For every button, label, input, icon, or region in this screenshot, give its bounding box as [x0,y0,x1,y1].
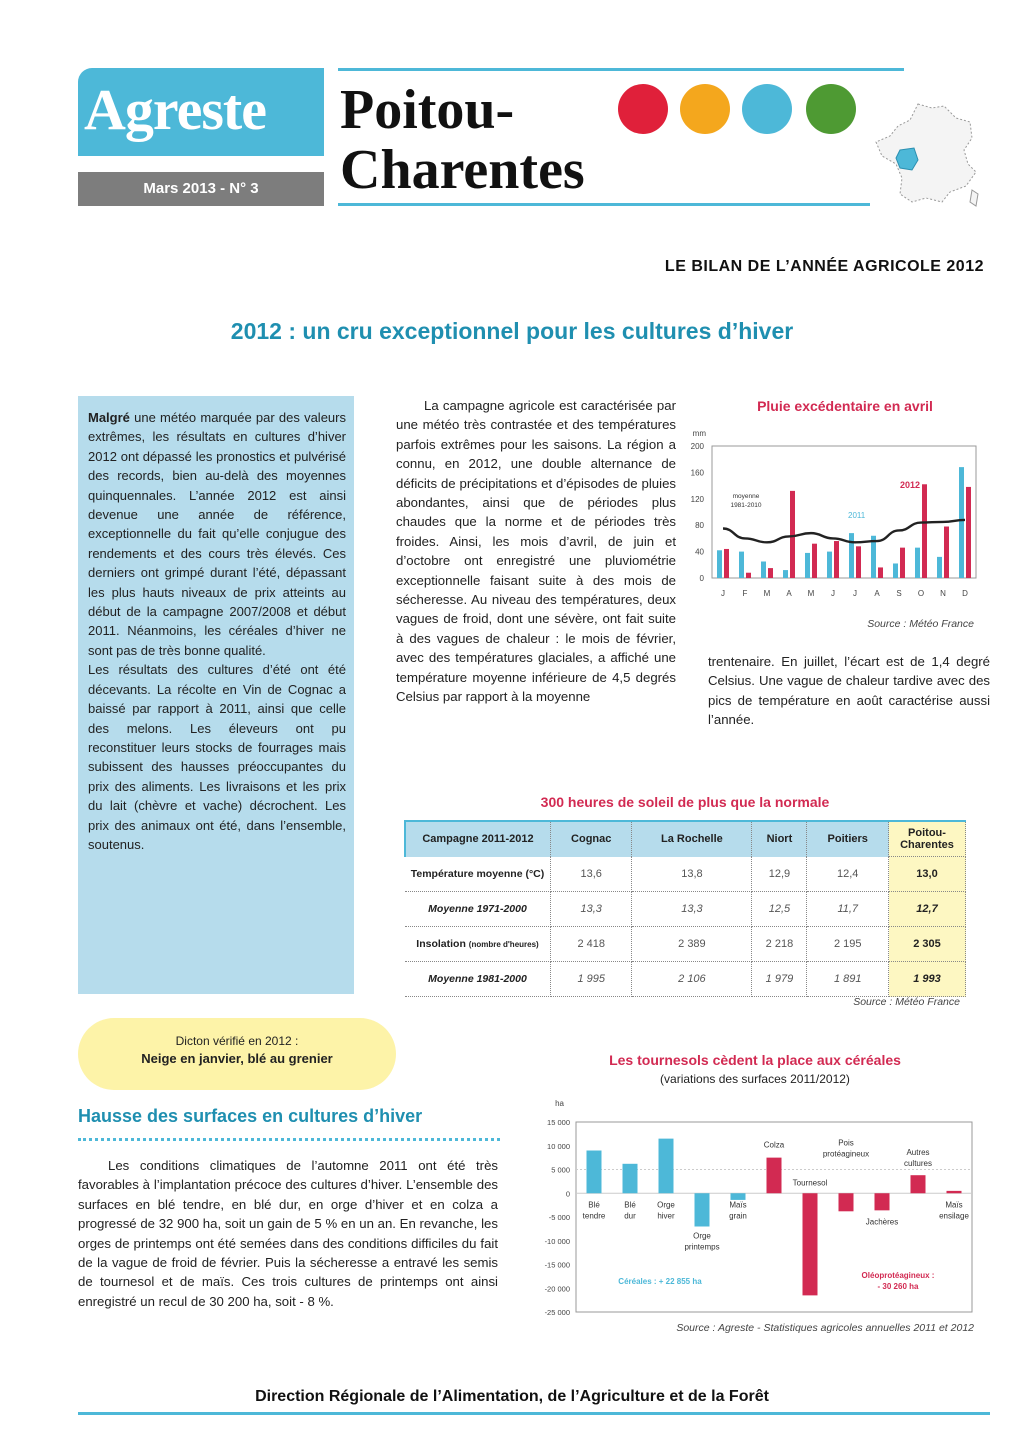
table-row [405,927,966,962]
x-category-label: cultures [903,1159,933,1169]
bar-2011 [827,552,832,578]
header-bottom-rule [338,203,870,206]
table-header: Campagne 2011-2012 [405,821,551,857]
row-label: Température moyenne (°C) [405,857,551,892]
bar-2012 [878,567,883,578]
bar-2011 [739,552,744,578]
table-header: La Rochelle [632,821,752,857]
table-cell: 12,5 [752,892,807,927]
intro-paragraph-1 [88,408,346,660]
row-label: Moyenne 1981-2000 [405,962,551,997]
series-label-2012: 2012 [900,480,921,490]
bar-2011 [849,533,854,578]
x-tick-label: M [807,589,815,598]
y-tick-label: 0 [565,1189,570,1199]
bar-maïs-ensilage [947,1191,962,1193]
bar-2012 [724,549,729,578]
x-tick-label: A [874,589,880,598]
x-tick-label: D [962,589,968,598]
table-cell: 2 195 [807,927,889,962]
bar-2012 [922,484,927,578]
x-category-label: Pois [838,1138,854,1148]
region-title-line1: Poitou- [340,79,515,141]
section-body [78,1156,498,1311]
bar-autres-cultures [911,1175,926,1193]
dotted-separator [78,1138,500,1141]
x-category-label: tendre [582,1211,606,1221]
bar-orge-printemps [695,1193,710,1226]
bar-2012 [768,568,773,578]
section-title: Hausse des surfaces en cultures d’hiver [78,1106,423,1126]
y-tick-label: 0 [699,574,704,583]
table-cell: 1 979 [752,962,807,997]
bar-pois-protéagineux [839,1193,854,1211]
table-header: Cognac [551,821,632,857]
color-dot-green [806,84,856,134]
row-label-unit: (nombre d'heures) [468,940,539,949]
y-unit-label: ha [555,1099,564,1108]
area-chart-source: Source : Agreste - Statistiques agricoles annuelles 2011 et 2012 [676,1322,974,1334]
bar-colza [767,1158,782,1194]
y-tick-label: 40 [695,547,704,557]
y-tick-label: 160 [690,468,704,478]
row-label [405,927,551,962]
color-dot-red [618,84,668,134]
x-tick-label: M [763,589,771,598]
series-label-average: moyenne [732,493,760,500]
x-tick-label: O [917,589,925,598]
table-cell: 13,0 [889,857,966,892]
x-category-label: Orge [657,1200,675,1210]
issue-label: Mars 2013 - N° 3 [78,172,324,206]
sunshine-table [404,820,966,997]
x-category-label: grain [729,1211,747,1221]
x-category-label: Blé [624,1200,636,1210]
intro-paragraph-1-text: une météo marquée par des valeurs extrêmes, les résultats en cultures d’hiver 2012 ont dépassé les pronostics et pulvérisé des records, bien au-delà des moyennes quinquennales. L’année 2012 est ainsi devenue une année de référence, exceptionnelle du fait qu’elle conjugue des rendements et des cours très élevés. Ces derniers ont grimpé durant l’été, dépassant les plus hauts niveaux de prix atteints au début de la campagne 2007/2008 et début 2011. Néanmoins, les céréales d’hiver ne sont pas de très bonne qualité. [88,410,346,658]
bar-tournesol [803,1193,818,1295]
y-tick-label: -20 000 [544,1284,570,1294]
table-cell: 2 305 [889,927,966,962]
intro-paragraph-2: Les résultats des cultures d’été ont été décevants. La récolte en Vin de Cognac a baissé par rapport à 2011, ainsi que celle des melons. Les éleveurs ont pu reconstituer leurs stocks de fourrages mais subissent des hausses préoccupantes du prix des aliments. Les livraisons et les prix du lait (chèvre et vache) décrochent. Les prix des animaux ont été, dans l’ensemble, soutenus. [88,662,346,852]
bar-2011 [805,553,810,578]
bar-2011 [761,562,766,579]
annotation-cereals: Céréales : + 22 855 ha [618,1277,702,1286]
bar-2011 [937,557,942,578]
annotation-oilseeds: Oléoprotéagineux : [861,1271,935,1280]
bar-orge-hiver [659,1139,674,1194]
series-label-average-period: 1981-2010 [730,502,762,509]
table-header: Poitou-Charentes [889,821,966,857]
y-tick-label: -25 000 [544,1308,570,1317]
footer-text: Direction Régionale de l’Alimentation, de l’Agriculture et de la Forêt [255,1388,769,1405]
area-chart [520,1092,990,1320]
body-paragraph: La campagne agricole est caractérisée par une météo très contrastée et des températures parfois extrêmes pour les saisons. La région a connu, en 2012, une double alternance de déficits de précipitations et d’épisodes de pluies abondantes, ainsi que de périodes plus chaudes que la norme et de périodes très froides. Ainsi, les mois d’avril, de juin et d’octobre ont enregistré une pluviométrie exceptionnelle faisant suite à des mois de sécheresse. Au niveau des températures, deux vagues de froid, dont une sévère, ont fait suite à des vagues de chaleur : le mois de février, avec des températures glaciales, a affiché une température moyenne inférieure de 4,5 degrés Celsius par rapport à la moyenne [396,398,676,705]
bar-blé-tendre [587,1151,602,1194]
x-category-label: Jachères [865,1217,899,1227]
proverb-intro: Dicton vérifié en 2012 : [175,1034,299,1048]
table-cell: 11,7 [807,892,889,927]
bar-2012 [834,541,839,578]
y-tick-label: -5 000 [548,1213,570,1222]
table-row [405,892,966,927]
section-kicker: LE BILAN DE L’ANNÉE AGRICOLE 2012 [664,258,984,275]
annotation-oilseeds-value: - 30 260 ha [877,1282,919,1291]
table-cell: 12,9 [752,857,807,892]
x-category-label: Maïs [729,1200,747,1210]
rain-chart-title: Pluie excédentaire en avril [757,398,933,414]
brand-name: Agreste [84,77,266,142]
y-tick-label: 5 000 [551,1165,570,1175]
proverb-text: Neige en janvier, blé au grenier [141,1051,333,1066]
table-cell: 1 993 [889,962,966,997]
table-row [405,857,966,892]
bar-2012 [966,487,971,578]
table-cell: 2 389 [632,927,752,962]
bar-2011 [915,548,920,578]
table-header-row [405,821,966,857]
rain-chart-source: Source : Météo France [867,618,974,630]
y-unit-label: mm [692,429,706,438]
table-cell: 13,6 [551,857,632,892]
rain-chart [676,422,990,614]
page-headline: 2012 : un cru exceptionnel pour les cultures d’hiver [230,318,794,344]
agreste-logo [78,68,324,156]
region-title [340,80,585,200]
bar-2012 [812,544,817,578]
color-dot-blue [742,84,792,134]
footer-rule [78,1412,990,1415]
x-category-label: Colza [763,1140,785,1150]
region-title-line2: Charentes [340,139,585,201]
intro-lead-word: Malgré [88,410,130,425]
color-dot-orange [680,84,730,134]
x-category-label: Blé [588,1200,600,1210]
proverb-bubble [78,1018,396,1090]
table-cell: 2 106 [632,962,752,997]
x-category-label: dur [624,1211,636,1221]
bar-2012 [944,527,949,578]
france-map-icon [872,98,984,210]
x-category-label: Maïs [945,1200,963,1210]
table-cell: 13,8 [632,857,752,892]
table-header: Niort [752,821,807,857]
x-category-label: Orge [693,1231,711,1241]
table-header: Poitiers [807,821,889,857]
body-column-2 [396,396,676,707]
average-line [723,520,965,542]
x-category-label: ensilage [939,1211,969,1221]
section-paragraph: Les conditions climatiques de l’automne 2011 ont été très favorables à l’implantation précoce des cultures d’hiver. L’ensemble des surfaces en blé tendre, en blé dur, en orge d’hiver et en colza a progressé de 32 900 ha, soit un gain de 5 % en un an. En revanche, les orges de printemps ont été semées dans des conditions difficiles du fait de la vague de froid de février. Puis la sécheresse a entravé les semis de tournesol et de maïs. Ces trois cultures de printemps ont ainsi enregistré un recul de 30 200 ha, soit - 8 %. [78,1158,498,1309]
table-cell: 2 418 [551,927,632,962]
series-label-2011: 2011 [848,511,866,520]
x-tick-label: F [742,589,748,598]
x-tick-label: N [940,589,946,598]
x-category-label: protéagineux [822,1149,870,1159]
table-row [405,962,966,997]
body-column-3 [708,652,990,730]
sun-table-title: 300 heures de soleil de plus que la normale [540,794,830,810]
bar-2012 [790,491,795,578]
y-tick-label: 200 [690,442,704,451]
x-category-label: Tournesol [792,1178,828,1188]
sun-table-source: Source : Météo France [853,996,960,1008]
bar-2012 [900,548,905,578]
x-tick-label: S [896,589,902,598]
row-label: Moyenne 1971-2000 [405,892,551,927]
bar-jachères [875,1193,890,1210]
y-tick-label: -10 000 [544,1236,570,1246]
x-tick-label: J [853,589,857,598]
x-tick-label: A [786,589,792,598]
bar-2012 [746,573,751,578]
table-cell: 13,3 [632,892,752,927]
y-tick-label: 10 000 [547,1141,570,1151]
y-tick-label: 120 [690,494,704,504]
bar-2011 [717,550,722,578]
bar-blé-dur [623,1164,638,1193]
bar-2012 [856,546,861,578]
bar-2011 [893,563,898,578]
y-tick-label: 15 000 [547,1118,570,1127]
y-tick-label: -15 000 [544,1260,570,1270]
intro-box [78,396,354,994]
area-chart-title: Les tournesols cèdent la place aux céréales [609,1052,901,1068]
table-cell: 2 218 [752,927,807,962]
area-chart-subtitle: (variations des surfaces 2011/2012) [660,1072,850,1086]
bar-2011 [959,467,964,578]
row-label-main: Insolation [416,938,466,950]
y-tick-label: 80 [695,521,704,531]
x-category-label: Autres [906,1148,930,1158]
bar-maïs-grain [731,1193,746,1200]
table-cell: 1 995 [551,962,632,997]
x-category-label: printemps [684,1242,720,1252]
x-category-label: hiver [657,1211,675,1221]
x-tick-label: J [831,589,835,598]
x-tick-label: J [721,589,725,598]
table-cell: 13,3 [551,892,632,927]
plot-area [712,446,976,578]
table-cell: 1 891 [807,962,889,997]
body-paragraph-continued: trentenaire. En juillet, l’écart est de 1,4 degré Celsius. Une vague de chaleur tardive avec des pics de température en août caractérise aussi l’année. [708,654,990,728]
bar-2011 [783,570,788,578]
table-cell: 12,7 [889,892,966,927]
header-top-rule [338,68,904,71]
table-cell: 12,4 [807,857,889,892]
